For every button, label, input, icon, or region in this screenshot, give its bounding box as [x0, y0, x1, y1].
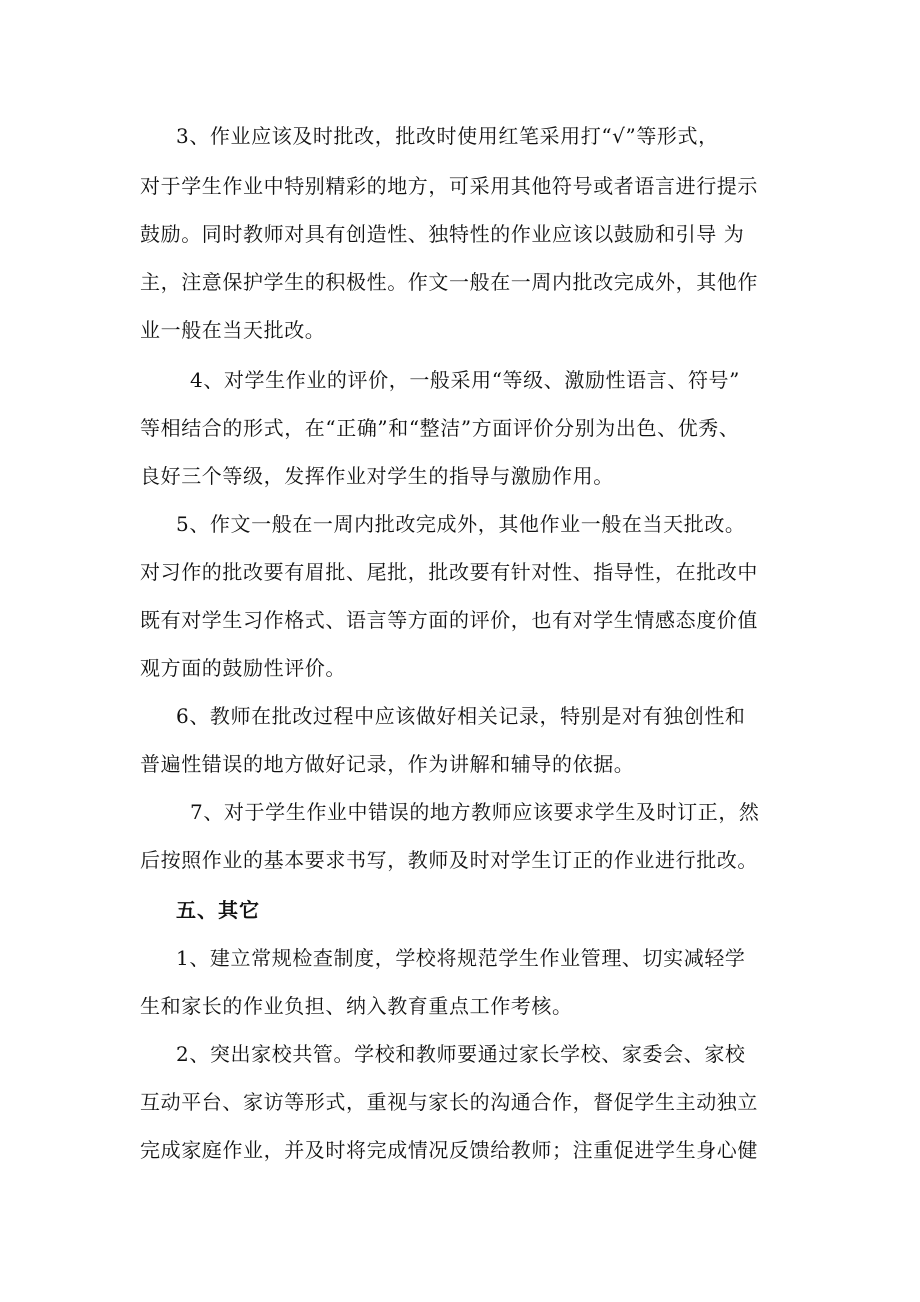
paragraph-5-line-1: 5、作文一般在一周内批改完成外，其他作业一般在当天批改。 [176, 512, 746, 536]
paragraph-6-line-2: 普遍性错误的地方做好记录，作为讲解和辅导的依据。 [140, 752, 635, 776]
paragraph-7-line-1: 7、对于学生作业中错误的地方教师应该要求学生及时订正，然 [190, 800, 760, 824]
paragraph-5-line-3: 既有对学生习作格式、语言等方面的评价，也有对学生情感态度价值 [140, 608, 758, 632]
paragraph-6-line-1: 6、教师在批改过程中应该做好相关记录，特别是对有独创性和 [176, 704, 746, 728]
paragraph-3-line-3: 鼓励。同时教师对具有创造性、独特性的作业应该以鼓励和引导 为 [140, 222, 745, 246]
section-paragraph-2-line-2: 互动平台、家访等形式，重视与家长的沟通合作，督促学生主动独立 [140, 1090, 758, 1114]
section-paragraph-2-line-3: 完成家庭作业，并及时将完成情况反馈给教师；注重促进学生身心健 [140, 1138, 758, 1162]
paragraph-3-line-4: 主，注意保护学生的积极性。作文一般在一周内批改完成外，其他作 [140, 270, 758, 294]
paragraph-4-line-2: 等相结合的形式，在“正确”和“整洁”方面评价分别为出色、优秀、 [140, 416, 740, 440]
paragraph-4-line-1: 4、对学生作业的评价，一般采用“等级、激励性语言、符号” [190, 368, 740, 392]
section-paragraph-1-line-2: 生和家长的作业负担、纳入教育重点工作考核。 [140, 994, 573, 1018]
paragraph-7-line-2: 后按照作业的基本要求书写，教师及时对学生订正的作业进行批改。 [140, 848, 758, 872]
section-paragraph-1-line-1: 1、建立常规检查制度，学校将规范学生作业管理、切实减轻学 [176, 946, 746, 970]
paragraph-4-line-3: 良好三个等级，发挥作业对学生的指导与激励作用。 [140, 464, 614, 488]
section-heading: 五、其它 [176, 898, 260, 922]
paragraph-5-line-2: 对习作的批改要有眉批、尾批，批改要有针对性、指导性，在批改中 [140, 560, 758, 584]
paragraph-5-line-4: 观方面的鼓励性评价。 [140, 656, 346, 680]
paragraph-3-line-1: 3、作业应该及时批改，批改时使用红笔采用打“√”等形式， [176, 124, 719, 148]
paragraph-3-line-5: 业一般在当天批改。 [140, 318, 326, 342]
paragraph-3-line-2: 对于学生作业中特别精彩的地方，可采用其他符号或者语言进行提示 [140, 174, 758, 198]
section-paragraph-2-line-1: 2、突出家校共管。学校和教师要通过家长学校、家委会、家校 [176, 1042, 746, 1066]
